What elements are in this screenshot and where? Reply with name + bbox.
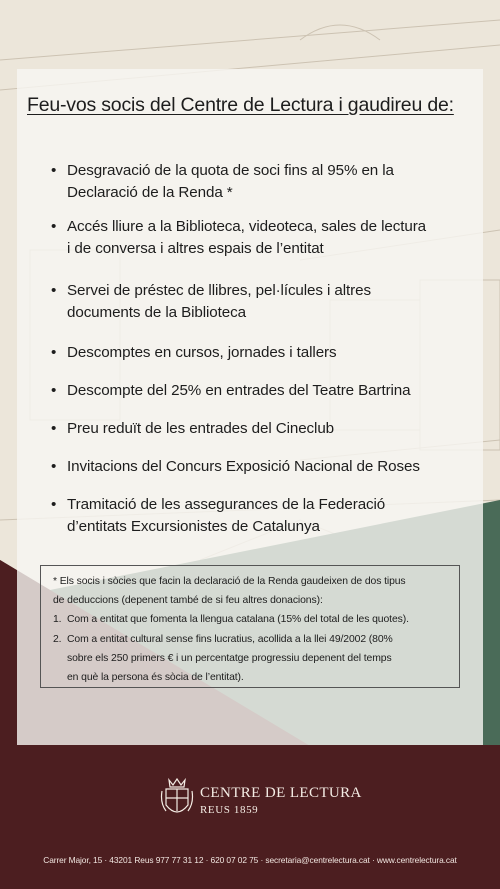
bullet-icon: • [51, 218, 57, 235]
bullet-icon: • [51, 496, 57, 513]
list-item: • Preu reduït de les entrades del Cineclub [45, 418, 445, 440]
bullet-icon: • [51, 344, 57, 361]
bullet-icon: • [51, 382, 57, 399]
list-item: • Invitacions del Concurs Exposició Nacional de Roses [45, 456, 445, 478]
footer-contact: Carrer Major, 15 · 43201 Reus 977 77 31 12 · 620 07 02 75 · secretaria@centrelectura.cat · www.centrelectura.cat [43, 855, 457, 865]
brand-name: CENTRE DE LECTURA [200, 785, 362, 801]
centre-de-lectura-logo [160, 777, 362, 821]
bullet-icon: • [51, 282, 57, 299]
list-item: • Tramitació de les assegurances de la Federació d’entitats Excursionistes de Catalunya [51, 496, 386, 535]
list-item: • Servei de préstec de llibres, pel·lícules i altres documents de la Biblioteca [51, 282, 371, 321]
list-item: • Desgravació de la quota de soci fins al 95% en la Declaració de la Renda * [51, 162, 394, 201]
bullet-icon: • [51, 162, 57, 179]
bullet-icon: • [51, 458, 57, 475]
benefits-list [45, 160, 445, 550]
list-item: • Descomptes en cursos, jornades i tallers [45, 342, 445, 364]
list-item: • Accés lliure a la Biblioteca, videoteca, sales de lectura i de conversa i altres espais de l’entitat [51, 218, 426, 257]
brand-subtitle: REUS 1859 [200, 804, 259, 816]
page-title: Feu-vos socis del Centre de Lectura i gaudireu de: [27, 94, 454, 116]
tax-deduction-note [40, 565, 460, 688]
crest-icon [160, 777, 194, 821]
list-item: • Descompte del 25% en entrades del Teatre Bartrina [45, 380, 445, 402]
note-item: 1. Com a entitat que fomenta la llengua catalana (15% del total de les quotes). [53, 614, 409, 626]
bullet-icon: • [51, 420, 57, 437]
note-item: 2. Com a entitat cultural sense fins lucratius, acollida a la llei 49/2002 (80% sobre els 250 primers € i un percentatge progressiu depenent del temps en què la persona és sòcia de l’entitat). [53, 633, 393, 684]
note-intro: * Els socis i sòcies que facin la declaració de la Renda gaudeixen de dos tipus de deduccions (depenent també de si feu altres donacions): [53, 576, 406, 607]
